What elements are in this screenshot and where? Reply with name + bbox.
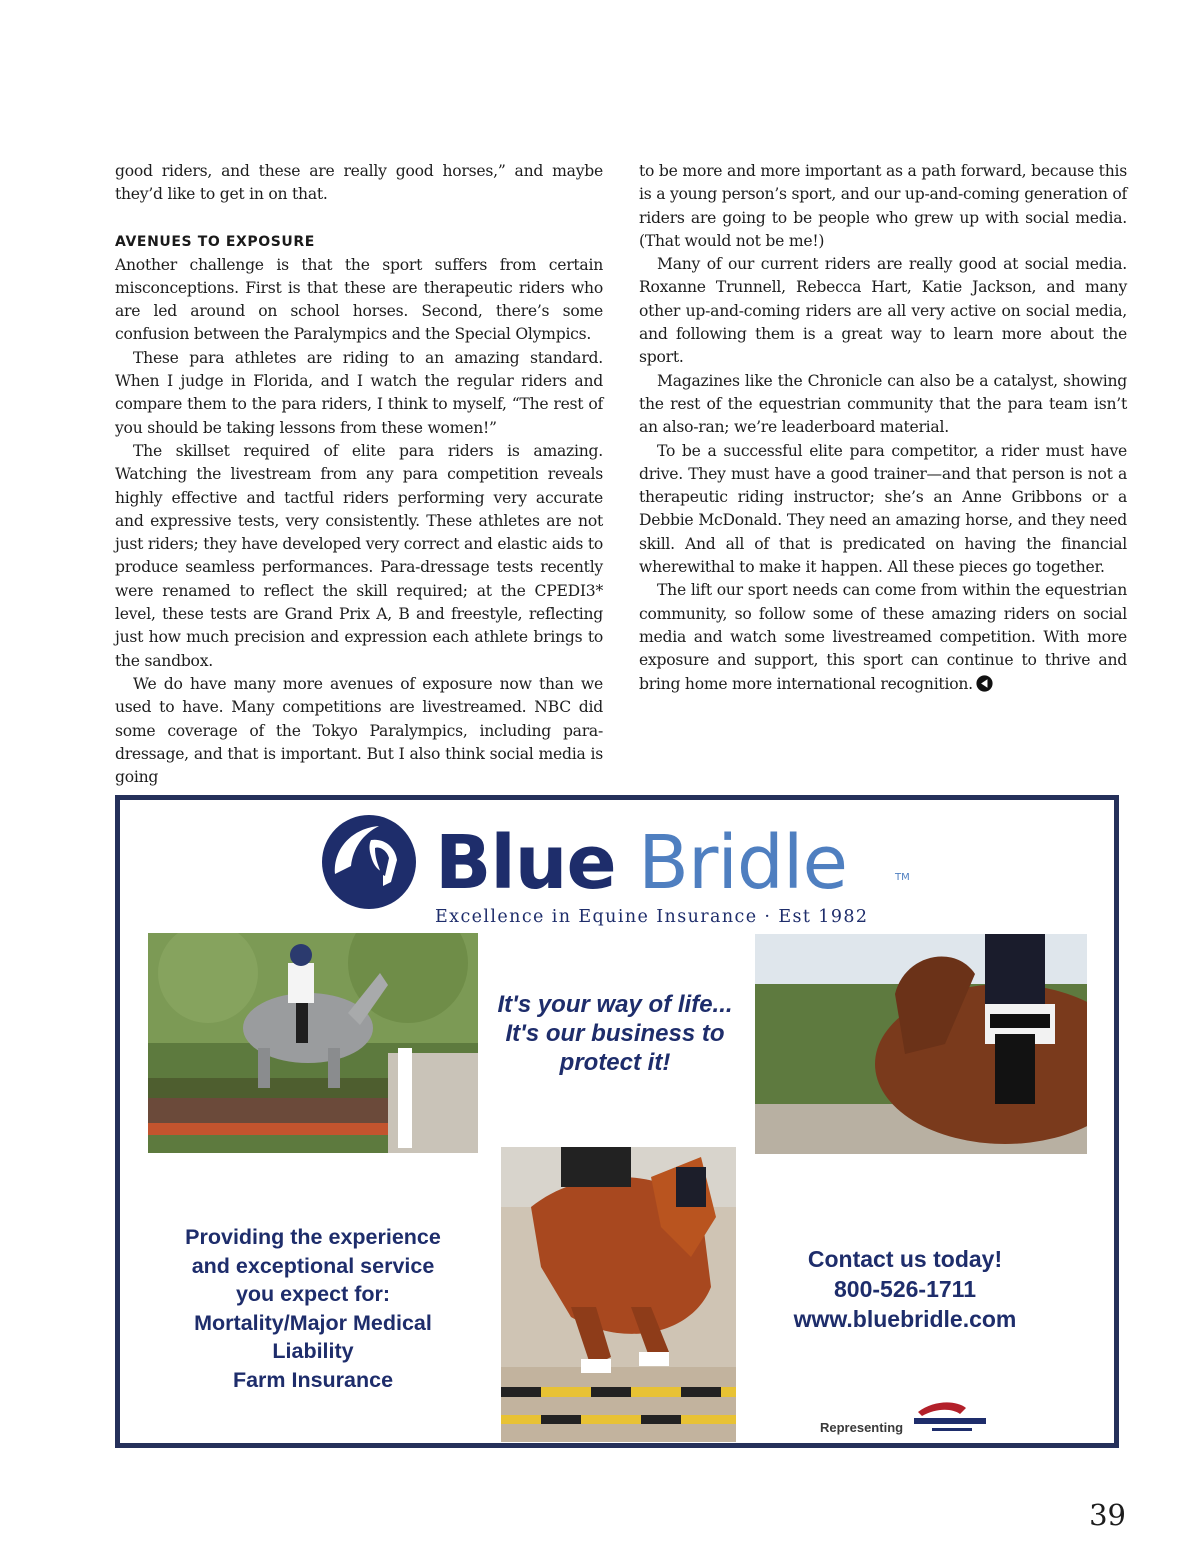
contact-website-link[interactable]: www.bluebridle.com [793, 1306, 1017, 1332]
paragraph: Many of our current riders are really good at social media. Roxanne Trunnell, Rebecca Hart, Katie Jackson, and many other up-and-coming riders are all very active on social media, and following them is a great way to learn more about the sport. [639, 255, 1127, 367]
paragraph: to be more and more important as a path forward, because this is a young person’s sport, and our up-and-coming generation of riders are going to be people who grew up with social media. (That would not be me!) [639, 162, 1127, 250]
services-line: you expect for: [235, 1282, 391, 1306]
section-subhead: AVENUES TO EXPOSURE [115, 233, 315, 250]
contact-phone[interactable]: 800-526-1711 [834, 1276, 976, 1302]
services-line: Providing the experience [185, 1225, 441, 1249]
blue-bridle-advertisement[interactable] [115, 795, 1119, 1448]
paragraph: Another challenge is that the sport suffers from certain misconceptions. First is that these are therapeutic riders who are led around on school horses. Second, there’s some confusion between the Paralympics and the Special Olympics. [115, 255, 603, 344]
paragraph: The skillset required of elite para riders is amazing. Watching the livestream from any para competition reveals highly effective and tactful riders performing very accurate and expressive tests, very consistently. These athletes are not just riders; they have developed very correct and elastic aids to produce seamless performances. Para-dressage tests recently were renamed to reflect the skill required; at the CPEDI3* level, these tests are Grand Prix A, B and freestyle, reflecting just how much precision and expression each athlete brings to the sandbox. [115, 441, 603, 670]
slogan-line: protect it! [559, 1049, 671, 1076]
trademark-mark: TM [895, 872, 910, 883]
ad-services-list [148, 1223, 478, 1394]
paragraph: To be a successful elite para competitor, a rider must have drive. They must have a good trainer—and that person is not a therapeutic riding instructor; she’s an Anne Gribbons or a Debbie McDonald. They need an amazing horse, and they need skill. And all of that is predicated on having the financial wherewithal to make it happen. All these pieces go together. [639, 441, 1127, 577]
great-american-insurance-logo-icon [910, 1398, 990, 1438]
paragraph-text: The lift our sport needs can come from within the equestrian community, so follow some of these amazing riders on social media and watch some livestreamed competition. With more exposure and support, this sport can continue to thrive and bring home more international recognition. [639, 581, 1127, 693]
page-number: 39 [1089, 1498, 1126, 1532]
brand-name [435, 818, 847, 908]
contact-heading: Contact us today! [807, 1246, 1003, 1272]
paragraph: We do have many more avenues of exposure now than we used to have. Many competitions are livestreamed. NBC did some coverage of the Tokyo Paralympics, including para-dressage, and that is important. But I also think social media is going [115, 674, 603, 787]
brand-word-blue: Blue [435, 820, 616, 906]
slogan-line: It's your way of life... [497, 991, 733, 1018]
end-mark-icon [976, 675, 993, 692]
paragraph: These para athletes are riding to an amazing standard. When I judge in Florida, and I watch the regular riders and compare them to the para riders, I think to myself, “The rest of you should be taking lessons from these women!” [115, 348, 603, 437]
services-line: Farm Insurance [232, 1367, 394, 1392]
photo-cross-country-jump [148, 933, 478, 1153]
photo-dressage-rider [755, 934, 1087, 1154]
article-column-right [639, 160, 1127, 696]
ad-slogan [480, 990, 750, 1077]
article-column-left [115, 160, 603, 789]
brand-tagline: Excellence in Equine Insurance · Est 1982 [435, 907, 869, 927]
services-line: Mortality/Major Medical [194, 1310, 432, 1335]
paragraph: good riders, and these are really good horses,” and maybe they’d like to get in on that. [115, 162, 603, 204]
horse-head-logo-icon [313, 812, 425, 912]
representing-label: Representing [820, 1420, 904, 1435]
services-line: and exceptional service [191, 1253, 435, 1278]
paragraph: Magazines like the Chronicle can also be a catalyst, showing the rest of the equestrian community that the para team isn’t an also-ran; we’re leaderboard material. [639, 371, 1127, 437]
brand-word-bridle: Bridle [638, 820, 847, 906]
slogan-line: It's our business to [505, 1020, 725, 1047]
photo-show-jumping-horse [501, 1147, 736, 1442]
ad-contact-info[interactable] [760, 1244, 1050, 1334]
services-line: Liability [272, 1339, 354, 1363]
paragraph-final [639, 579, 1127, 695]
